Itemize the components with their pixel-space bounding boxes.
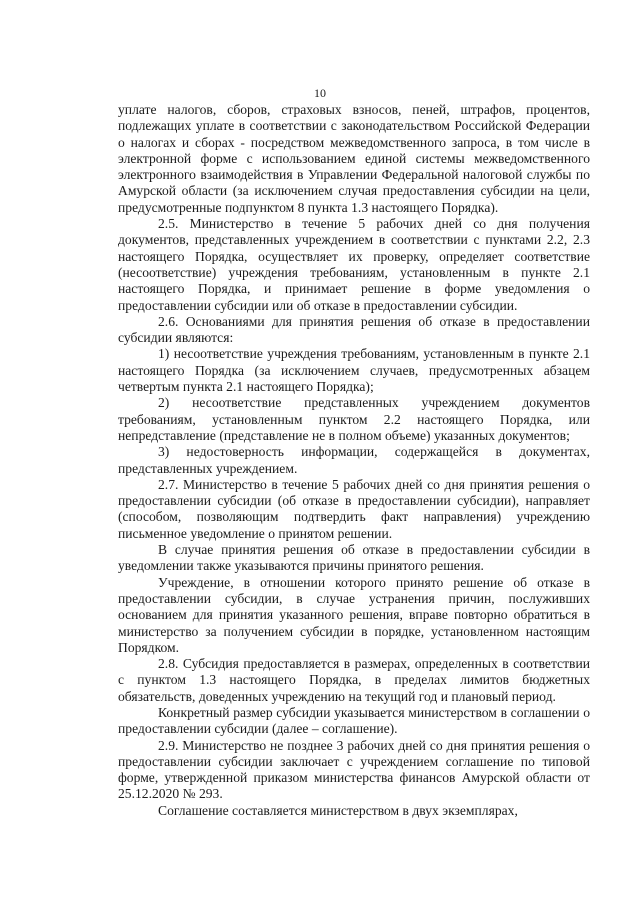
- paragraph-subsidy-amount: Конкретный размер субсидии указывается министерством в соглашении о предоставлении субсидии (далее – соглашение).: [118, 704, 590, 737]
- paragraph-reapply: Учреждение, в отношении которого принято решение об отказе в предоставлении субсидии, в случае устранения причин, послуживших основанием для принятия указанного решения, вправе повторно обратиться в министерство за получением субсидии в порядке, установленном настоящим Порядком.: [118, 574, 590, 655]
- paragraph-2-6-item-3: 3) недостоверность информации, содержащейся в документах, представленных учреждением.: [118, 444, 590, 476]
- paragraph-2-8: 2.8. Субсидия предоставляется в размерах, определенных в соответствии с пунктом 1.3 настоящего Порядка, в пределах лимитов бюджетных обязательств, доведенных учреждению на текущий год и плановый период.: [118, 656, 590, 704]
- document-body: [118, 102, 590, 819]
- paragraph-2-9: 2.9. Министерство не позднее 3 рабочих дней со дня принятия решения о предоставлении субсидии заключает с учреждением соглашение по типовой форме, утвержденной приказом министерства финансов Амурской области от 25.12.2020 № 293.: [118, 737, 590, 802]
- page-number: 10: [314, 86, 326, 100]
- paragraph-2-6-item-2: 2) несоответствие представленных учреждением документов требованиям, установленным пунктом 2.2 настоящего Порядка, или непредставление (представление не в полном объеме) указанных документов;: [118, 395, 590, 443]
- paragraph-2-6-item-1: 1) несоответствие учреждения требованиям, установленным в пункте 2.1 настоящего Порядка (за исключением случаев, предусмотренных абзацем четвертым пункта 2.1 настоящего Порядка);: [118, 346, 590, 395]
- paragraph-agreement: Соглашение составляется министерством в двух экземплярах,: [158, 802, 518, 818]
- paragraph-tax-payment: уплате налогов, сборов, страховых взносов, пеней, штрафов, процентов, подлежащих уплате в соответствии с законодательством Российской Федерации о налогах и сборах - посредством межведомственного запроса, в том числе в электронной форме с использованием единой системы межведомственного электронного взаимодействия в Управлении Федеральной налоговой службы по Амурской области (за исключением случая предоставления субсидии на цели, предусмотренные подпунктом 8 пункта 1.3 настоящего Порядка).: [118, 102, 590, 215]
- paragraph-2-7: 2.7. Министерство в течение 5 рабочих дней со дня принятия решения о предоставлении субсидии (об отказе в предоставлении субсидии), направляет (способом, позволяющим подтвердить факт направления) учреждению письменное уведомление о принятом решении.: [118, 476, 590, 541]
- paragraph-2-5: 2.5. Министерство в течение 5 рабочих дней со дня получения документов, представленных учреждением в соответствии с пунктами 2.2, 2.3 настоящего Порядка, осуществляет их проверку, определяет соответствие (несоответствие) учреждения требованиям, установленным в пункте 2.1 настоящего Порядка, и принимает решение в форме уведомления о предоставлении субсидии или об отказе в предоставлении субсидии.: [118, 216, 590, 313]
- paragraph-refusal-reasons: В случае принятия решения об отказе в предоставлении субсидии в уведомлении также указываются причины принятого решения.: [118, 542, 590, 574]
- paragraph-2-6: 2.6. Основаниями для принятия решения об отказе в предоставлении субсидии являются:: [118, 313, 590, 346]
